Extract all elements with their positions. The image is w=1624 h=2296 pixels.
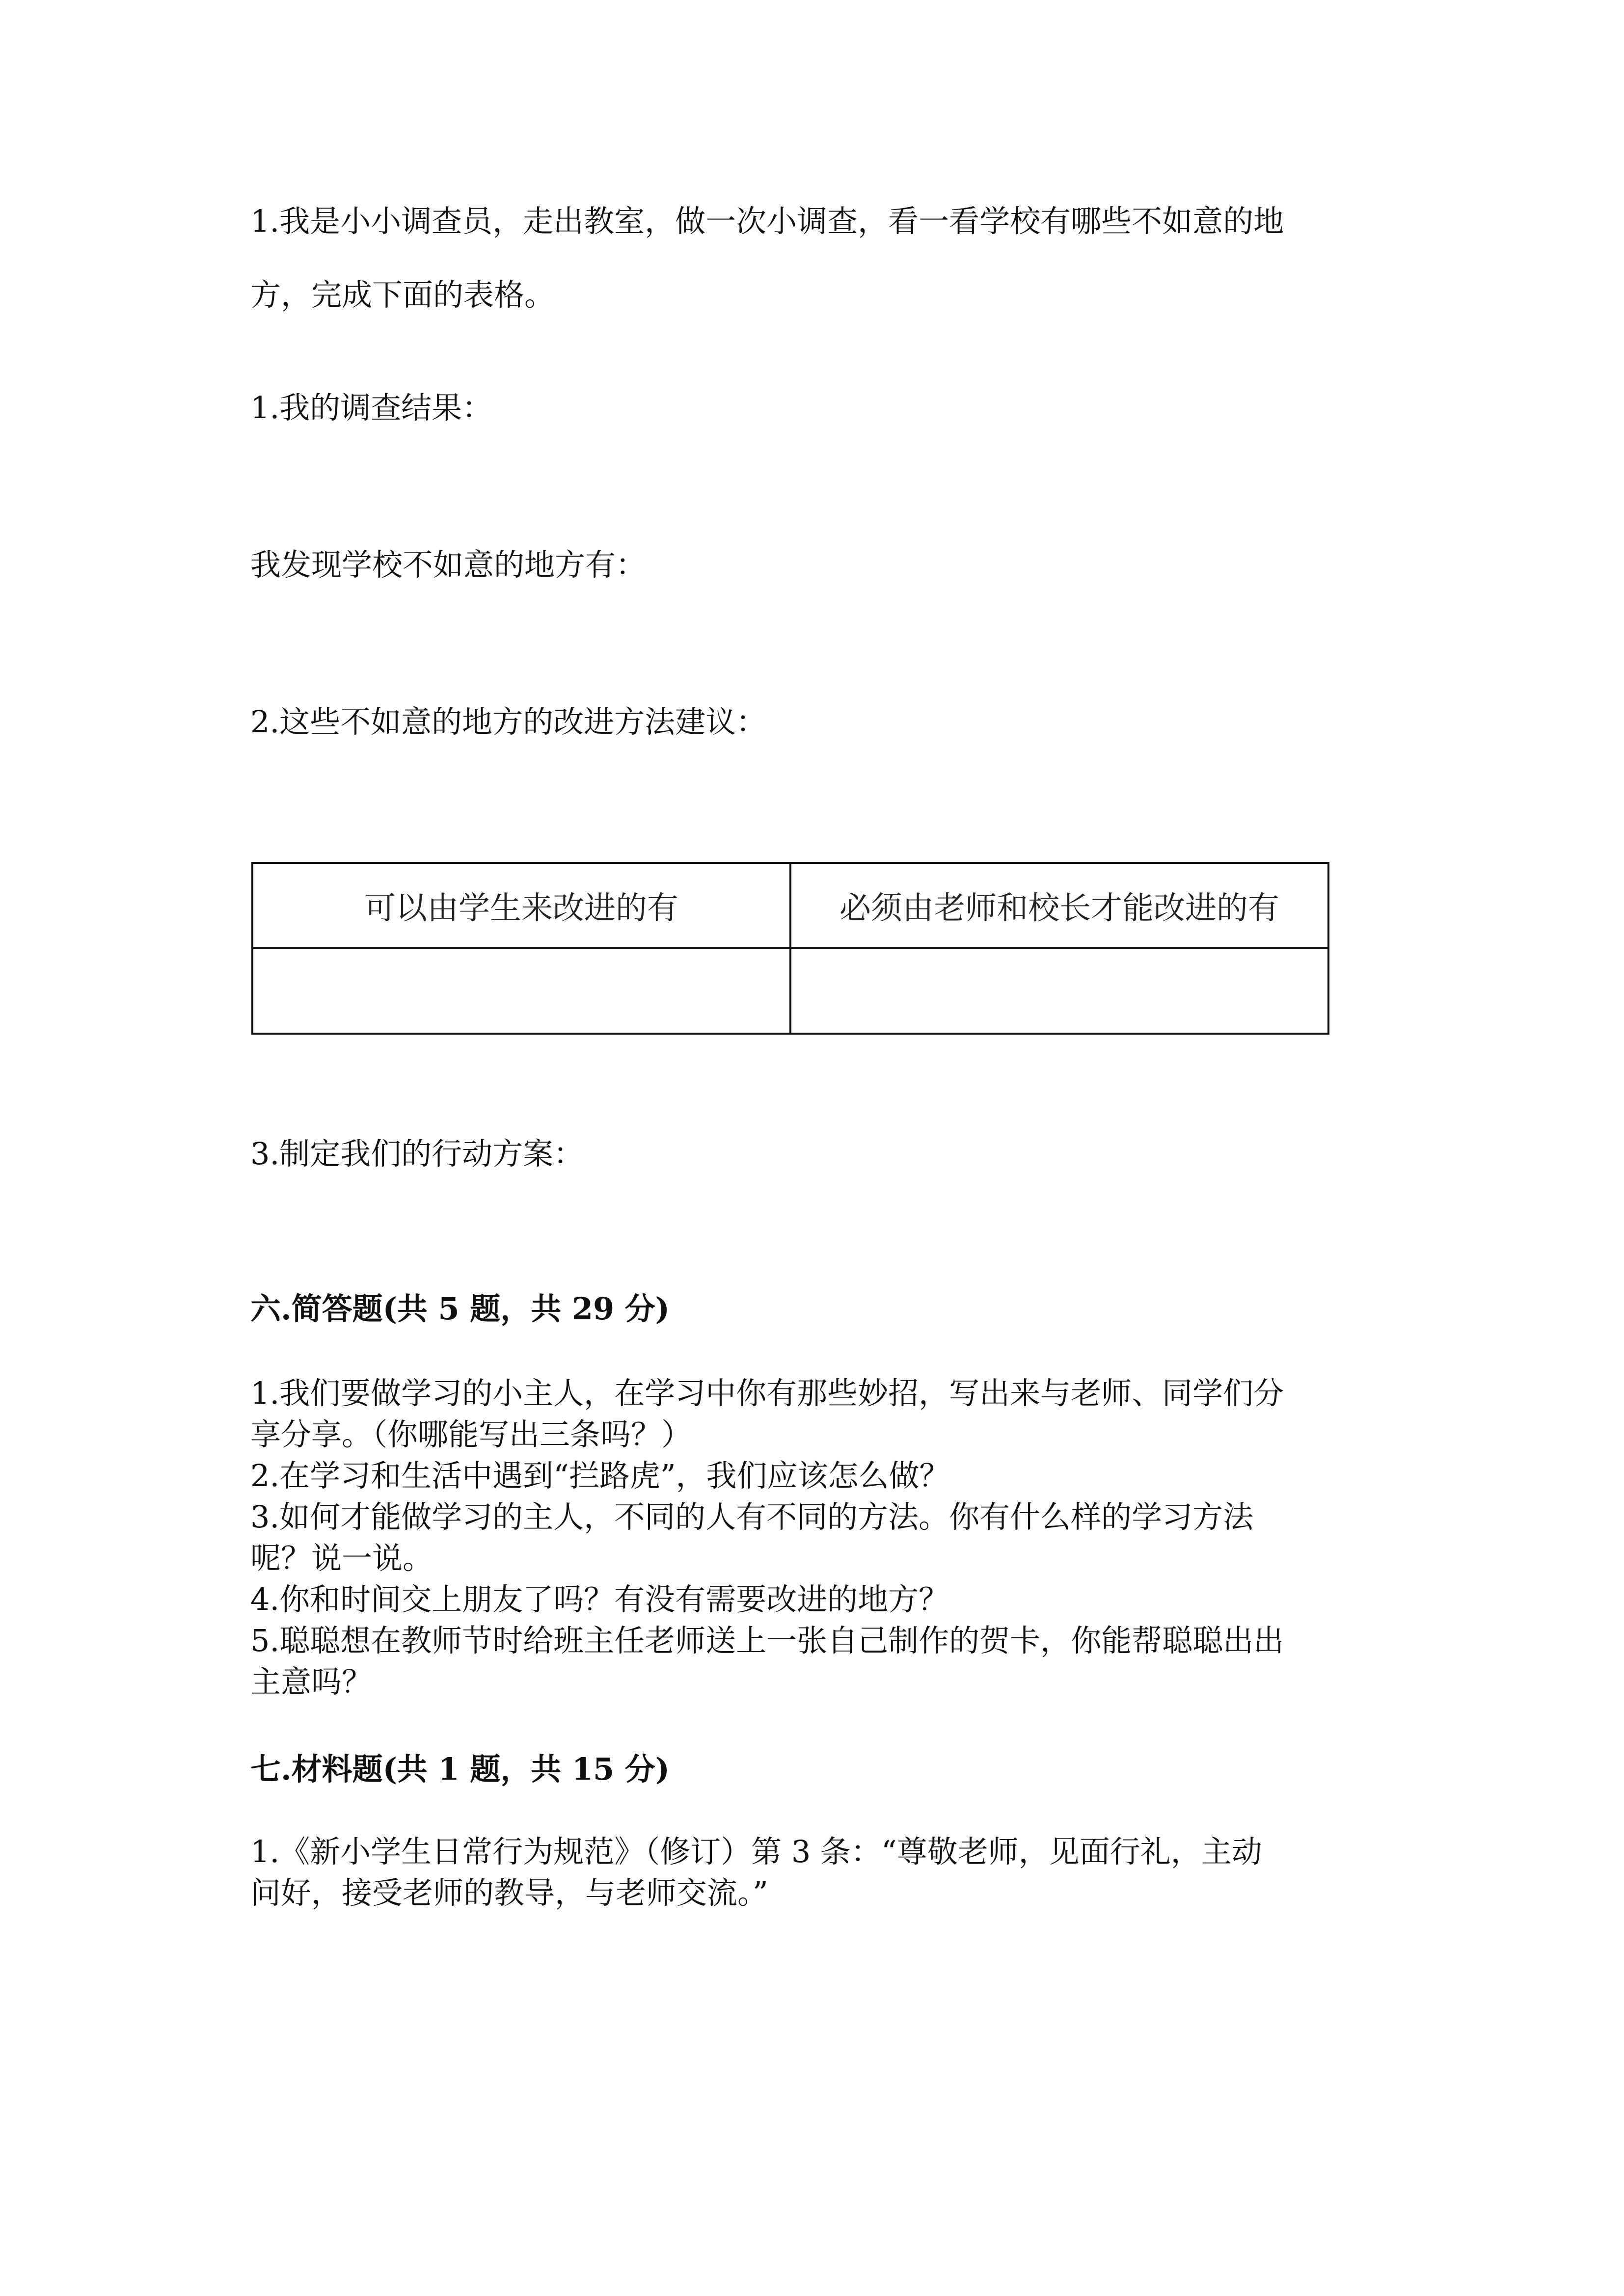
table-row <box>252 948 1328 1034</box>
table-header-students: 可以由学生来改进的有 <box>252 863 790 948</box>
section-6-line-1: 1.我们要做学习的小主人，在学习中你有那些妙招，写出来与老师、同学们分 <box>250 1375 1284 1411</box>
survey-question-line-2: 方，完成下面的表格。 <box>250 277 555 313</box>
section-6-line-5: 呢？说一说。 <box>250 1540 433 1576</box>
improvement-table <box>251 862 1329 1035</box>
section-6-line-7: 5.聪聪想在教师节时给班主任老师送上一张自己制作的贺卡，你能帮聪聪出出 <box>250 1623 1284 1658</box>
survey-results-label: 1.我的调查结果： <box>250 390 493 426</box>
section-7-heading: 七.材料题(共 1 题，共 15 分) <box>250 1751 670 1787</box>
table-header-row <box>252 863 1328 948</box>
section-6-line-2: 享分享。（你哪能写出三条吗？） <box>250 1416 692 1452</box>
table-cell-teachers <box>790 948 1328 1034</box>
section-7-line-2: 问好，接受老师的教导，与老师交流。” <box>250 1875 768 1911</box>
survey-question-line-1: 1.我是小小调查员，走出教室，做一次小调查，看一看学校有哪些不如意的地 <box>250 203 1284 239</box>
section-7-line-1: 1.《新小学生日常行为规范》（修订）第 3 条：“尊敬老师，见面行礼，主动 <box>250 1834 1262 1869</box>
section-6-line-6: 4.你和时间交上朋友了吗？有没有需要改进的地方？ <box>250 1581 949 1617</box>
section-6-line-4: 3.如何才能做学习的主人，不同的人有不同的方法。你有什么样的学习方法 <box>250 1499 1254 1535</box>
section-6-line-8: 主意吗？ <box>250 1664 373 1700</box>
section-6-heading: 六.简答题(共 5 题，共 29 分) <box>250 1291 670 1327</box>
table-cell-students <box>252 948 790 1034</box>
action-plan-label: 3.制定我们的行动方案： <box>250 1136 584 1172</box>
findings-label: 我发现学校不如意的地方有： <box>250 547 647 583</box>
suggestions-label: 2.这些不如意的地方的改进方法建议： <box>250 704 767 740</box>
section-6-line-3: 2.在学习和生活中遇到“拦路虎”，我们应该怎么做？ <box>250 1458 950 1494</box>
table-header-teachers: 必须由老师和校长才能改进的有 <box>790 863 1328 948</box>
